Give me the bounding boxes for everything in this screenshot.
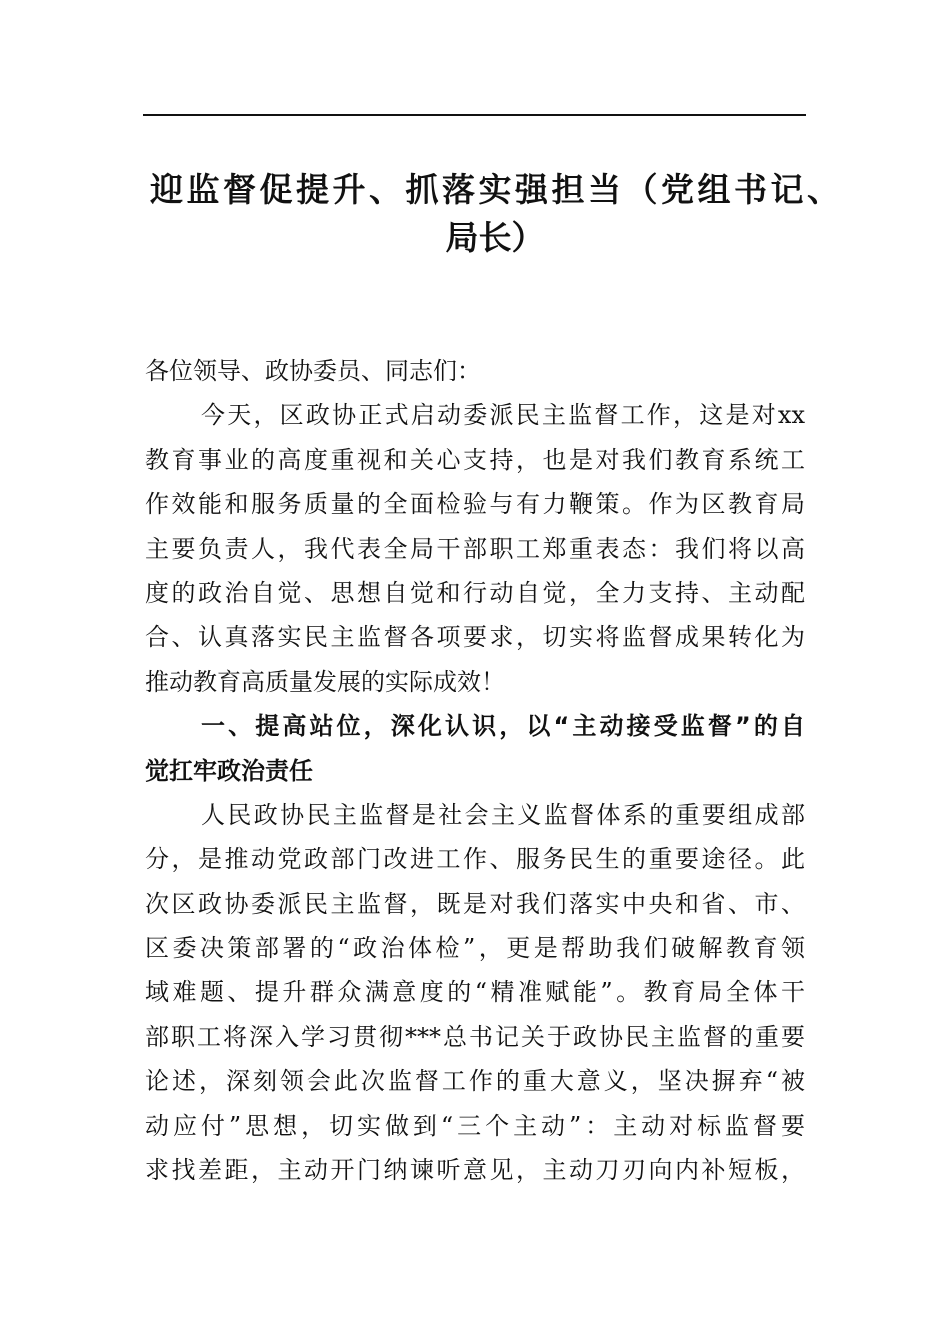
text-line: 一、提高站位，深化认识，以“主动接受监督”的自	[201, 712, 805, 741]
text-line: 觉扛牢政治责任	[145, 756, 313, 785]
greeting: 各位领导、政协委员、同志们：	[145, 357, 481, 385]
text-line: 推动教育高质量发展的实际成效！	[145, 667, 505, 696]
text-line: 求找差距，主动开门纳谏听意见，主动刀刃向内补短板，	[145, 1156, 805, 1185]
paragraph-2	[145, 793, 805, 1193]
text-line: 度的政治自觉、思想自觉和行动自觉，全力支持、主动配	[145, 578, 805, 607]
text-line: 今天，区政协正式启动委派民主监督工作，这是对xx	[201, 401, 805, 430]
paragraph-1	[145, 393, 805, 704]
text-line: 区委决策部署的“政治体检”，更是帮助我们破解教育领	[145, 934, 805, 963]
text-line: 部职工将深入学习贯彻***总书记关于政协民主监督的重要	[145, 1022, 805, 1051]
text-line: 合、认真落实民主监督各项要求，切实将监督成果转化为	[145, 623, 805, 652]
header-rule	[143, 114, 806, 116]
text-line: 主要负责人，我代表全局干部职工郑重表态：我们将以高	[145, 534, 805, 563]
text-line: 分，是推动党政部门改进工作、服务民生的重要途径。此	[145, 845, 805, 874]
text-line: 域难题、提升群众满意度的“精准赋能”。教育局全体干	[145, 978, 805, 1007]
text-line: 动应付”思想，切实做到“三个主动”：主动对标监督要	[145, 1111, 805, 1140]
document-title-line-1: 迎监督促提升、抓落实强担当（党组书记、	[150, 170, 840, 209]
text-line: 作效能和服务质量的全面检验与有力鞭策。作为区教育局	[145, 490, 805, 519]
text-line: 论述，深刻领会此次监督工作的重大意义，坚决摒弃“被	[145, 1067, 805, 1096]
text-line: 次区政协委派民主监督，既是对我们落实中央和省、市、	[145, 889, 805, 918]
document-title-line-2: 局长）	[445, 218, 545, 257]
text-line: 教育事业的高度重视和关心支持，也是对我们教育系统工	[145, 445, 805, 474]
section-heading-1	[145, 704, 805, 793]
text-line: 人民政协民主监督是社会主义监督体系的重要组成部	[201, 800, 805, 829]
document-body	[145, 349, 805, 1192]
